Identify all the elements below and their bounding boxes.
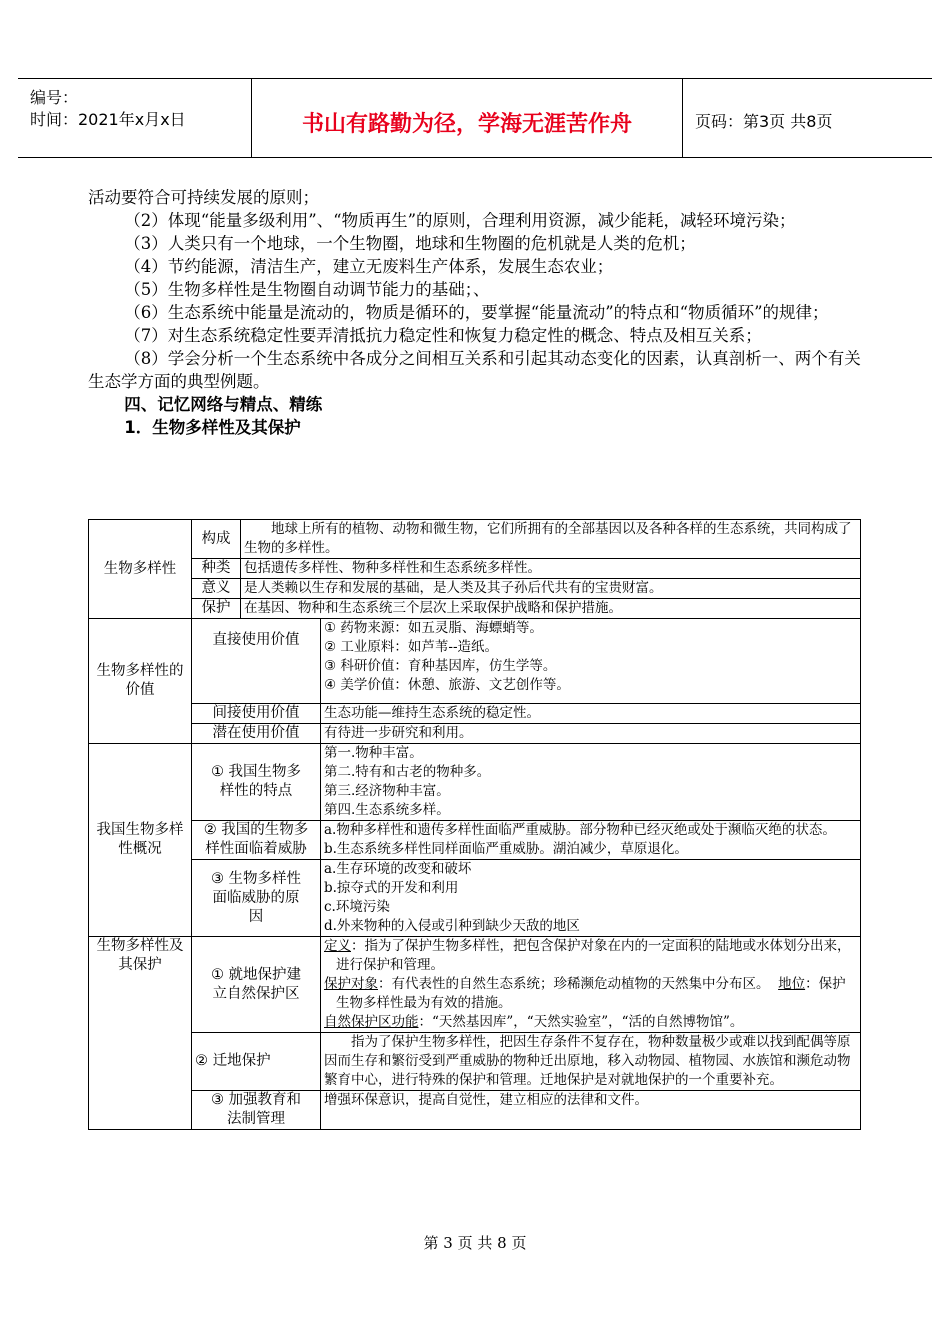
list-item <box>324 937 857 975</box>
item-text: ：保护生物多样性最为有效的措施。 <box>336 976 846 1011</box>
china-cause-label: ③ 生物多样性面临威胁的原因 <box>192 860 321 937</box>
table-row <box>89 619 861 704</box>
table-row <box>89 724 861 744</box>
list-item: a.物种多样性和遗传多样性面临严重威胁。部分物种已经灭绝或处于濒临灭绝的状态。 <box>324 822 836 838</box>
biodiversity-table <box>88 519 861 1130</box>
direct-value-label: 直接使用价值 <box>192 619 321 704</box>
body-line: （2）体现“能量多级利用”、“物质再生”的原则，合理利用资源，减少能耗，减轻环境污染； <box>124 211 796 230</box>
body-line: （4）节约能源，清洁生产，建立无废料生产体系，发展生态农业； <box>124 257 614 276</box>
list-item: a.生存环境的改变和破坏 <box>324 861 472 877</box>
category-china: 我国生物多样性概况 <box>89 744 192 937</box>
list-item: b.掠夺式的开发和利用 <box>324 880 459 896</box>
category-biodiversity: 生物多样性 <box>89 520 192 619</box>
table-row <box>89 599 861 619</box>
section-heading: 四、记忆网络与精点、精练 <box>124 395 323 414</box>
education-text: 增强环保意识，提高自觉性，建立相应的法律和文件。 <box>321 1091 861 1130</box>
item-key: ③ 科研价值： <box>324 658 408 674</box>
item-text: ：有代表性的自然生态系统；珍稀濒危动植物的天然集中分布区。 <box>378 976 770 992</box>
insitu-details <box>321 937 861 1033</box>
body-line: （6）生态系统中能量是流动的，物质是循环的，要掌握“能量流动”的特点和“物质循环”的规律； <box>124 303 829 322</box>
item-key: 第一 <box>324 745 351 761</box>
item-text: 育种基因库，仿生学等。 <box>407 658 557 674</box>
item-key: ① 药物来源： <box>324 620 408 636</box>
item-key: ④ 美学价值： <box>324 677 408 693</box>
item-key: 第二 <box>324 764 351 780</box>
row-label: 构成 <box>192 520 241 559</box>
item-key: 地位 <box>778 976 806 992</box>
header-page-info: 页码：第3页 共8页 <box>695 112 833 131</box>
indirect-value-text: 生态功能—维持生态系统的稳定性。 <box>321 704 861 724</box>
item-key: 第三 <box>324 783 351 799</box>
indirect-value-label: 间接使用价值 <box>192 704 321 724</box>
table-row <box>89 860 861 937</box>
item-text: 如芦苇--造纸。 <box>407 639 499 655</box>
table-row <box>89 821 861 860</box>
doc-number-label: 编号： <box>30 88 79 107</box>
header-page-cell <box>683 79 932 157</box>
item-key: ② 工业原料： <box>324 639 408 655</box>
doc-time-label: 时间：2021年x月x日 <box>30 110 186 129</box>
category-protection: 生物多样性及其保护 <box>89 937 192 1130</box>
potential-value-text: 有待进一步研究和利用。 <box>321 724 861 744</box>
list-item: d.外来物种的入侵或引种到缺少天敌的地区 <box>324 918 580 934</box>
list-item <box>324 638 857 657</box>
header-motto-cell <box>252 79 683 157</box>
header-motto: 书山有路勤为径，学海无涯苦作舟 <box>301 111 632 137</box>
potential-value-label: 潜在使用价值 <box>192 724 321 744</box>
list-item <box>324 657 857 676</box>
item-text: .经济物种丰富。 <box>351 783 450 799</box>
item-key: 第四 <box>324 802 351 818</box>
list-item: b.生态系统多样性同样面临严重威胁。湖泊减少，草原退化。 <box>324 841 688 857</box>
sub-heading: 1．生物多样性及其保护 <box>124 418 301 437</box>
list-item <box>324 975 857 1013</box>
row-label: 保护 <box>192 599 241 619</box>
row-text: 在基因、物种和生态系统三个层次上采取保护战略和保护措施。 <box>241 599 861 619</box>
row-label: 意义 <box>192 579 241 599</box>
body-line: （8）学会分析一个生态系统中各成分之间相互关系和引起其动态变化的因素，认真剖析一、两个有关生态学方面的典型例题。 <box>88 349 861 391</box>
item-key: 定义 <box>324 938 351 954</box>
china-threat-label: ② 我国的生物多样性面临着威胁 <box>192 821 321 860</box>
item-key: 保护对象 <box>324 976 378 992</box>
item-text: 如五灵脂、海螵蛸等。 <box>407 620 543 636</box>
item-text: 休憩、旅游、文艺创作等。 <box>407 677 570 693</box>
list-item <box>324 782 857 801</box>
row-text: 地球上所有的植物、动物和微生物，它们所拥有的全部基因以及各种各样的生态系统，共同构成了生物的多样性。 <box>241 520 861 559</box>
category-value: 生物多样性的价值 <box>89 619 192 744</box>
table-row <box>89 1091 861 1130</box>
exsitu-label: ② 迁地保护 <box>192 1033 321 1091</box>
body-line: （3）人类只有一个地球，一个生物圈，地球和生物圈的危机就是人类的危机； <box>124 234 696 253</box>
list-item <box>324 619 857 638</box>
page-header <box>18 78 932 158</box>
table-row <box>89 559 861 579</box>
item-text: .生态系统多样。 <box>351 802 450 818</box>
row-text: 包括遗传多样性、物种多样性和生态系统多样性。 <box>241 559 861 579</box>
china-threat-list <box>321 821 861 860</box>
exsitu-text: 指为了保护生物多样性，把因生存条件不复存在，物种数量极少或难以找到配偶等原因而生存和繁衍受到严重威胁的物种迁出原地，移入动物园、植物园、水族馆和濒危动物繁育中心，进行特殊的保护和管理。迁地保护是对就地保护的一个重要补充。 <box>321 1033 861 1091</box>
page-footer: 第 3 页 共 8 页 <box>423 1234 527 1252</box>
body-line: （7）对生态系统稳定性要弄清抵抗力稳定性和恢复力稳定性的概念、特点及相互关系； <box>124 326 762 345</box>
list-item <box>324 744 857 763</box>
table-row <box>89 520 861 559</box>
table-row <box>89 937 861 1033</box>
table-row <box>89 744 861 821</box>
row-label: 种类 <box>192 559 241 579</box>
china-cause-list <box>321 860 861 937</box>
direct-value-list <box>321 619 861 704</box>
table-row <box>89 579 861 599</box>
item-text: ：指为了保护生物多样性，把包含保护对象在内的一定面积的陆地或水体划分出来，进行保护和管理。 <box>336 938 851 973</box>
body-line: 活动要符合可持续发展的原则； <box>88 188 319 207</box>
row-text: 是人类赖以生存和发展的基础，是人类及其子孙后代共有的宝贵财富。 <box>241 579 861 599</box>
list-item <box>324 763 857 782</box>
item-text: ：“天然基因库”，“天然实验室”，“活的自然博物馆”。 <box>418 1014 744 1030</box>
header-info-cell <box>18 79 252 157</box>
body-text <box>88 186 864 439</box>
item-key: 自然保护区功能 <box>324 1014 419 1030</box>
item-text: .物种丰富。 <box>351 745 423 761</box>
list-item <box>324 1013 857 1032</box>
list-item: c.环境污染 <box>324 899 390 915</box>
insitu-label: ① 就地保护建立自然保护区 <box>192 937 321 1033</box>
list-item <box>324 801 857 820</box>
body-line: （5）生物多样性是生物圈自动调节能力的基础；、 <box>124 280 490 299</box>
china-features-list <box>321 744 861 821</box>
china-features-label: ① 我国生物多样性的特点 <box>192 744 321 821</box>
item-text: .特有和古老的物种多。 <box>351 764 491 780</box>
list-item <box>324 676 857 695</box>
table-row <box>89 704 861 724</box>
education-label: ③ 加强教育和法制管理 <box>192 1091 321 1130</box>
table-row <box>89 1033 861 1091</box>
